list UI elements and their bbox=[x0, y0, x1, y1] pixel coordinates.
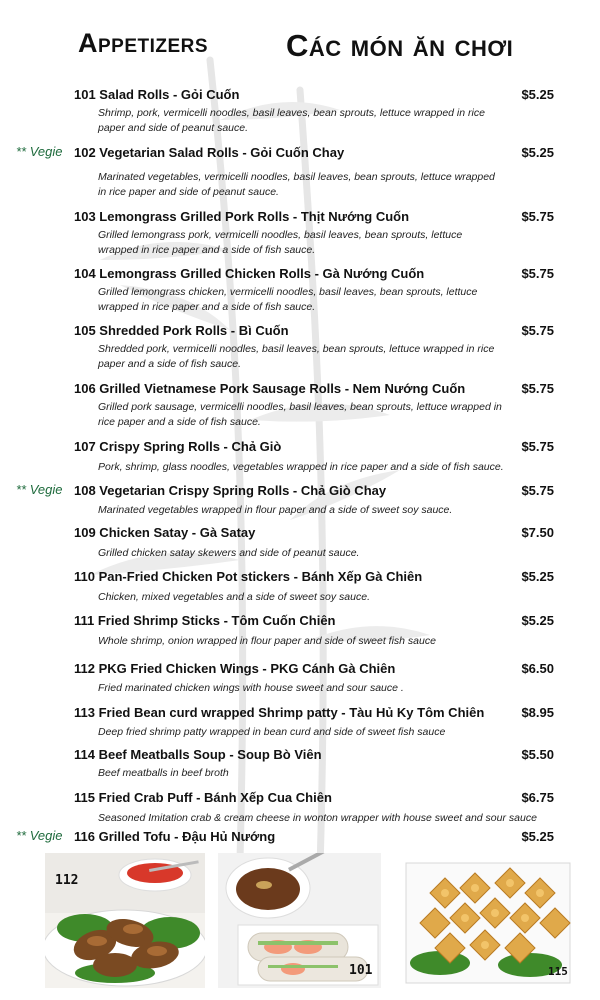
item-price: $5.50 bbox=[521, 747, 554, 762]
item-price: $5.25 bbox=[521, 87, 554, 102]
item-price: $5.75 bbox=[521, 266, 554, 281]
item-price: $5.25 bbox=[521, 829, 554, 844]
item-description bbox=[98, 285, 523, 315]
item-title: 104 Lemongrass Grilled Chicken Rolls - Gà Nướng Cuốn bbox=[74, 266, 425, 281]
item-price: $6.75 bbox=[521, 790, 554, 805]
description-line: wrapped in rice paper and a side of fish sauce. bbox=[98, 301, 316, 313]
item-price: $6.50 bbox=[521, 661, 554, 676]
item-price: $5.75 bbox=[521, 209, 554, 224]
description-line: Pork, shrimp, glass noodles, vegetables wrapped in rice paper and a side of fish sauce. bbox=[98, 461, 504, 473]
item-title: 102 Vegetarian Salad Rolls - Gỏi Cuốn Chay bbox=[74, 145, 345, 160]
vegie-marker: ** Vegie bbox=[16, 144, 63, 159]
description-line: Whole shrimp, onion wrapped in flour paper and side of sweet fish sauce bbox=[98, 635, 436, 647]
description-line: wrapped in rice paper and a side of fish sauce. bbox=[98, 244, 316, 256]
photo-number: 101 bbox=[349, 963, 373, 978]
item-price: $8.95 bbox=[521, 705, 554, 720]
photo-number: 112 bbox=[55, 873, 79, 888]
item-title: 115 Fried Crab Puff - Bánh Xếp Cua Chiên bbox=[74, 790, 332, 805]
item-description bbox=[98, 681, 523, 696]
item-description bbox=[98, 400, 523, 430]
section-title-english: Appetizers bbox=[78, 28, 209, 58]
item-title: 110 Pan-Fried Chicken Pot stickers - Bánh Xếp Gà Chiên bbox=[74, 569, 423, 584]
vegie-marker: ** Vegie bbox=[16, 828, 63, 843]
description-line: paper and a side of fish sauce. bbox=[98, 358, 242, 370]
description-line: Deep fried shrimp patty wrapped in bean curd and side of sweet fish sauce bbox=[98, 726, 446, 738]
item-price: $5.25 bbox=[521, 569, 554, 584]
item-description bbox=[98, 766, 523, 781]
description-line: Chicken, mixed vegetables and a side of sweet soy sauce. bbox=[98, 591, 370, 603]
item-title: 108 Vegetarian Crispy Spring Rolls - Chả Giò Chay bbox=[74, 483, 387, 498]
description-line: Grilled lemongrass pork, vermicelli noodles, basil leaves, bean sprouts, lettuce bbox=[98, 229, 463, 241]
item-description bbox=[98, 342, 523, 372]
description-line: Marinated vegetables, vermicelli noodles, basil leaves, bean sprouts, lettuce wrapped bbox=[98, 171, 495, 183]
chicken-wings-photo bbox=[45, 853, 205, 988]
section-title-vietnamese: Các món ăn chơi bbox=[286, 28, 514, 63]
item-title: 101 Salad Rolls - Gỏi Cuốn bbox=[74, 87, 240, 102]
item-price: $5.25 bbox=[521, 613, 554, 628]
item-title: 116 Grilled Tofu - Đậu Hủ Nướng bbox=[74, 829, 276, 844]
item-title: 112 PKG Fried Chicken Wings - PKG Cánh Gà Chiên bbox=[74, 661, 396, 676]
item-title: 107 Crispy Spring Rolls - Chả Giò bbox=[74, 439, 282, 454]
description-line: Grilled lemongrass chicken, vermicelli noodles, basil leaves, bean sprouts, lettuce bbox=[98, 286, 478, 298]
description-line: Grilled chicken satay skewers and side of peanut sauce. bbox=[98, 547, 360, 559]
photo-number: 115 bbox=[548, 965, 568, 978]
item-description bbox=[98, 725, 523, 740]
item-title: 103 Lemongrass Grilled Pork Rolls - Thịt Nướng Cuốn bbox=[74, 209, 410, 224]
item-price: $7.50 bbox=[521, 525, 554, 540]
item-title: 113 Fried Bean curd wrapped Shrimp patty - Tàu Hủ Ky Tôm Chiên bbox=[74, 705, 485, 720]
item-description bbox=[98, 634, 523, 649]
item-price: $5.75 bbox=[521, 323, 554, 338]
description-line: rice paper and a side of fish sauce. bbox=[98, 416, 261, 428]
vegie-marker: ** Vegie bbox=[16, 482, 63, 497]
item-title: 105 Shredded Pork Rolls - Bì Cuốn bbox=[74, 323, 289, 338]
item-title: 106 Grilled Vietnamese Pork Sausage Rolls - Nem Nướng Cuốn bbox=[74, 381, 466, 396]
item-description bbox=[98, 503, 523, 518]
description-line: Shrimp, pork, vermicelli noodles, basil leaves, bean sprouts, lettuce wrapped in rice bbox=[98, 107, 485, 119]
description-line: Shredded pork, vermicelli noodles, basil leaves, bean sprouts, lettuce wrapped in rice bbox=[98, 343, 495, 355]
description-line: Fried marinated chicken wings with house sweet and sour sauce . bbox=[98, 682, 404, 694]
item-title: 111 Fried Shrimp Sticks - Tôm Cuốn Chiên bbox=[74, 613, 336, 628]
salad-rolls-photo bbox=[218, 853, 381, 988]
description-line: Beef meatballs in beef broth bbox=[98, 767, 229, 779]
description-line: Marinated vegetables wrapped in flour paper and a side of sweet soy sauce. bbox=[98, 504, 453, 516]
item-description bbox=[98, 228, 523, 258]
item-price: $5.75 bbox=[521, 439, 554, 454]
item-description bbox=[98, 590, 523, 605]
item-description bbox=[98, 811, 538, 826]
item-title: 109 Chicken Satay - Gà Satay bbox=[74, 525, 256, 540]
item-description bbox=[98, 460, 523, 475]
description-line: Grilled pork sausage, vermicelli noodles, basil leaves, bean sprouts, lettuce wrapped in bbox=[98, 401, 502, 413]
item-price: $5.25 bbox=[521, 145, 554, 160]
item-price: $5.75 bbox=[521, 483, 554, 498]
item-title: 114 Beef Meatballs Soup - Soup Bò Viên bbox=[74, 747, 322, 762]
item-price: $5.75 bbox=[521, 381, 554, 396]
item-description bbox=[98, 546, 523, 561]
crab-puff-photo bbox=[400, 853, 576, 988]
item-description bbox=[98, 106, 523, 136]
item-description bbox=[98, 170, 523, 200]
description-line: paper and side of peanut sauce. bbox=[98, 122, 249, 134]
description-line: Seasoned Imitation crab & cream cheese in wonton wrapper with house sweet and sour sauce bbox=[98, 812, 537, 824]
description-line: in rice paper and side of peanut sauce. bbox=[98, 186, 279, 198]
